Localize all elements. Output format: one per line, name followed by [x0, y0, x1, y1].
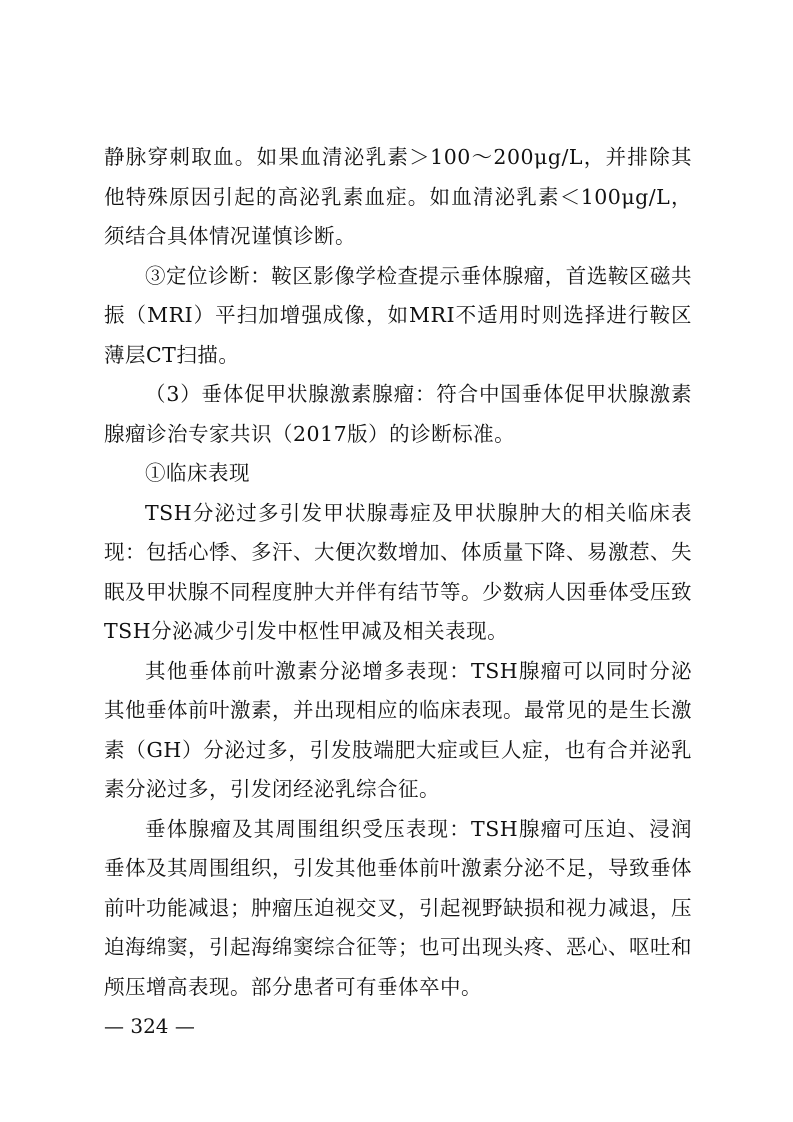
paragraph-localization-diagnosis: ③定位诊断：鞍区影像学检查提示垂体腺瘤，首选鞍区磁共振（MRI）平扫加增强成像，如MRI不适用时则选择进行鞍区薄层CT扫描。	[104, 263, 692, 367]
paragraph-other-hormones: 其他垂体前叶激素分泌增多表现：TSH腺瘤可以同时分泌其他垂体前叶激素，并出现相应的临床表现。最常见的是生长激素（GH）分泌过多，引发肢端肥大症或巨人症，也有合并泌乳素分泌过多，引发闭经泌乳综合征。	[104, 658, 692, 801]
paragraph-tsh-hypersecretion: TSH分泌过多引发甲状腺毒症及甲状腺肿大的相关临床表现：包括心悸、多汗、大便次数增加、体质量下降、易激惹、失眠及甲状腺不同程度肿大并伴有结节等。少数病人因垂体受压致TSH分泌减少引发中枢性甲减及相关表现。	[104, 500, 692, 643]
paragraph-clinical-presentation-heading: ①临床表现	[145, 461, 250, 485]
paragraph-tsh-adenoma-heading: （3）垂体促甲状腺激素腺瘤：符合中国垂体促甲状腺激素腺瘤诊治专家共识（2017版）的诊断标准。	[104, 382, 692, 446]
page-number: — 324 —	[104, 1014, 195, 1038]
paragraph-continuation: 静脉穿刺取血。如果血清泌乳素＞100～200μg/L，并排除其他特殊原因引起的高泌乳素血症。如血清泌乳素＜100μg/L，须结合具体情况谨慎诊断。	[104, 145, 692, 248]
body-text	[104, 138, 692, 1007]
paragraph-compression-symptoms: 垂体腺瘤及其周围组织受压表现：TSH腺瘤可压迫、浸润垂体及其周围组织，引发其他垂体前叶激素分泌不足，导致垂体前叶功能减退；肿瘤压迫视交叉，引起视野缺损和视力减退，压迫海绵窦，引起海绵窦综合征等；也可出现头疼、恶心、呕吐和颅压增高表现。部分患者可有垂体卒中。	[104, 816, 692, 999]
